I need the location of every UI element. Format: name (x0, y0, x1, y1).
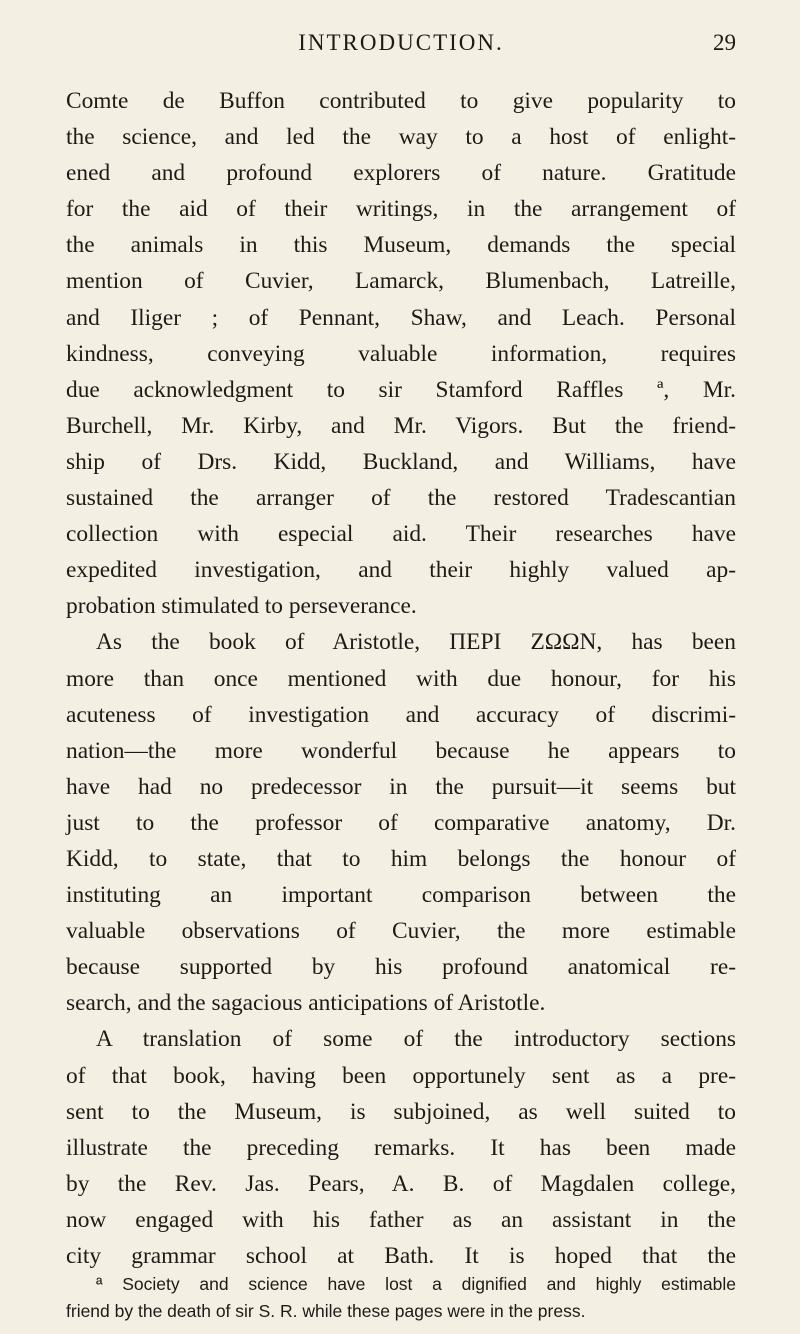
page-header (66, 30, 736, 64)
text-line: for the aid of their writings, in the arrangement of (66, 196, 736, 223)
text-line: the science, and led the way to a host of enlight- (66, 124, 736, 151)
text-line: Kidd, to state, that to him belongs the honour of (66, 845, 736, 872)
running-title: INTRODUCTION. (298, 30, 504, 55)
text-line: the animals in this Museum, demands the special (66, 232, 736, 259)
text-line: A translation of some of the introductory sections (96, 1026, 736, 1053)
text-line: nation—the more wonderful because he appears to (66, 737, 736, 764)
page-number: 29 (713, 30, 736, 55)
text-line: acuteness of investigation and accuracy of discrimi- (66, 701, 736, 728)
text-line: Comte de Buffon contributed to give popularity to (66, 88, 736, 114)
text-line: search, and the sagacious anticipations of Aristotle. (66, 990, 546, 1017)
text-line: sustained the arranger of the restored Tradescantian (66, 485, 736, 512)
text-line: have had no predecessor in the pursuit—it seems but (66, 773, 736, 800)
text-line: kindness, conveying valuable information, requires (66, 340, 736, 367)
footnote-line: friend by the death of sir S. R. while these pages were in the press. (66, 1301, 586, 1321)
text-line: probation stimulated to perseverance. (66, 593, 417, 620)
text-line: and Iliger ; of Pennant, Shaw, and Leach. Personal (66, 304, 736, 331)
text-line: now engaged with his father as an assistant in the (66, 1206, 736, 1233)
text-line: more than once mentioned with due honour, for his (66, 665, 736, 692)
text-line: collection with especial aid. Their researches have (66, 521, 736, 548)
text-line: instituting an important comparison between the (66, 882, 736, 909)
text-line: of that book, having been opportunely sent as a pre- (66, 1062, 736, 1089)
text-line: due acknowledgment to sir Stamford Raffles ª, Mr. (66, 376, 736, 403)
text-line: mention of Cuvier, Lamarck, Blumenbach, Latreille, (66, 268, 736, 295)
text-line: Burchell, Mr. Kirby, and Mr. Vigors. But the friend- (66, 412, 736, 439)
text-line: city grammar school at Bath. It is hoped that the (66, 1243, 736, 1269)
text-line: because supported by his profound anatomical re- (66, 954, 736, 981)
text-line: illustrate the preceding remarks. It has been made (66, 1134, 736, 1161)
footnote (66, 1271, 736, 1325)
text-line: just to the professor of comparative anatomy, Dr. (66, 809, 736, 836)
footnote-line: ª Society and science have lost a dignified and highly estimable (96, 1274, 736, 1294)
text-line: by the Rev. Jas. Pears, A. B. of Magdalen college, (66, 1170, 736, 1197)
text-line: As the book of Aristotle, ΠΕΡΙ ΖΩΩΝ, has been (96, 629, 736, 656)
text-line: valuable observations of Cuvier, the more estimable (66, 918, 736, 945)
text-line: ened and profound explorers of nature. Gratitude (66, 160, 736, 187)
text-line: sent to the Museum, is subjoined, as well suited to (66, 1098, 736, 1125)
body-text (66, 83, 736, 1274)
text-line: ship of Drs. Kidd, Buckland, and Williams, have (66, 448, 736, 475)
text-line: expedited investigation, and their highly valued ap- (66, 557, 736, 584)
